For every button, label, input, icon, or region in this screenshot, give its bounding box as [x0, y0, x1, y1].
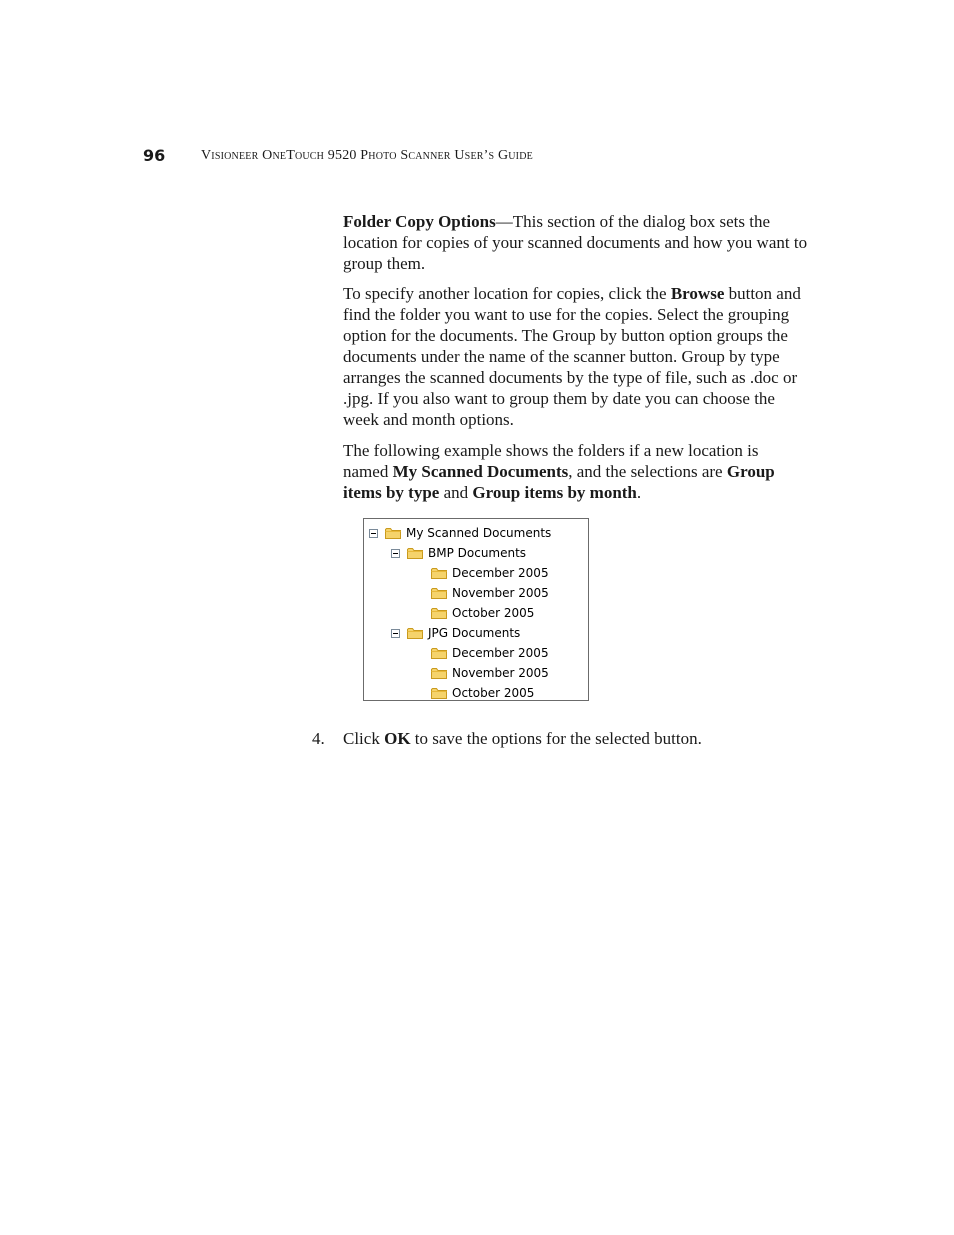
bold-my-scanned-documents: My Scanned Documents [392, 462, 569, 481]
paragraph-browse-location [343, 283, 808, 430]
tree-label: October 2005 [452, 686, 535, 700]
tree-row-leaf [431, 683, 534, 703]
folder-icon [431, 587, 447, 599]
folder-icon [407, 627, 423, 639]
bold-folder-copy-options: Folder Copy Options [343, 212, 496, 231]
tree-label: October 2005 [452, 606, 535, 620]
tree-label: November 2005 [452, 586, 549, 600]
bold-ok: OK [384, 729, 411, 748]
collapse-toggle-icon [369, 529, 378, 538]
tree-label: December 2005 [452, 566, 549, 580]
tree-row-leaf [431, 583, 549, 603]
tree-row-leaf [431, 563, 549, 583]
tree-row-root [369, 523, 551, 543]
paragraph3-text-b: , and the selections are [568, 462, 727, 481]
paragraph-folder-copy-options [343, 211, 808, 274]
tree-row-leaf [431, 663, 549, 683]
folder-tree-figure [363, 518, 589, 701]
bold-group-by-month: Group items by month [472, 483, 637, 502]
step4-text-b: to save the options for the selected button. [410, 729, 702, 748]
paragraph3-text-c: and [439, 483, 473, 502]
folder-icon [431, 607, 447, 619]
tree-row-leaf [431, 603, 534, 623]
paragraph2-text-a: To specify another location for copies, click the [343, 284, 671, 303]
folder-icon [431, 647, 447, 659]
paragraph-example [343, 440, 808, 503]
bold-browse: Browse [670, 284, 725, 303]
folder-icon [385, 527, 401, 539]
tree-label: My Scanned Documents [406, 526, 552, 540]
bold-group-by-type: Group items by type [343, 462, 775, 502]
paragraph3-text-a: The following example shows the folders if a new location is named [343, 441, 759, 481]
tree-label: November 2005 [452, 666, 549, 680]
page-number: 96 [143, 146, 166, 165]
tree-row-group [391, 543, 526, 563]
folder-icon [431, 567, 447, 579]
folder-icon [407, 547, 423, 559]
tree-row-leaf [431, 643, 549, 663]
running-head: Visioneer OneTouch 9520 Photo Scanner User’s Guide [201, 148, 533, 163]
paragraph1-text: —This section of the dialog box sets the location for copies of your scanned documents and how you want to group them. [343, 212, 808, 273]
tree-label: BMP Documents [428, 546, 527, 560]
tree-row-group [391, 623, 520, 643]
tree-label: December 2005 [452, 646, 549, 660]
folder-icon [431, 687, 447, 699]
folder-icon [431, 667, 447, 679]
step-number: 4. [312, 729, 325, 748]
collapse-toggle-icon [391, 629, 400, 638]
collapse-toggle-icon [391, 549, 400, 558]
paragraph2-text-b: button and find the folder you want to use for the copies. Select the grouping option for the documents. The Group by button option groups the documents under the name of the scanner button. Group by type arranges the scanned documents by the type of file, such as .doc or .jpg. If you also want to group them by date you can choose the week and month options. [343, 284, 801, 429]
tree-label: JPG Documents [428, 626, 521, 640]
step-4 [312, 728, 812, 749]
paragraph3-text-d: . [636, 483, 642, 502]
step4-text-a: Click [343, 729, 385, 748]
